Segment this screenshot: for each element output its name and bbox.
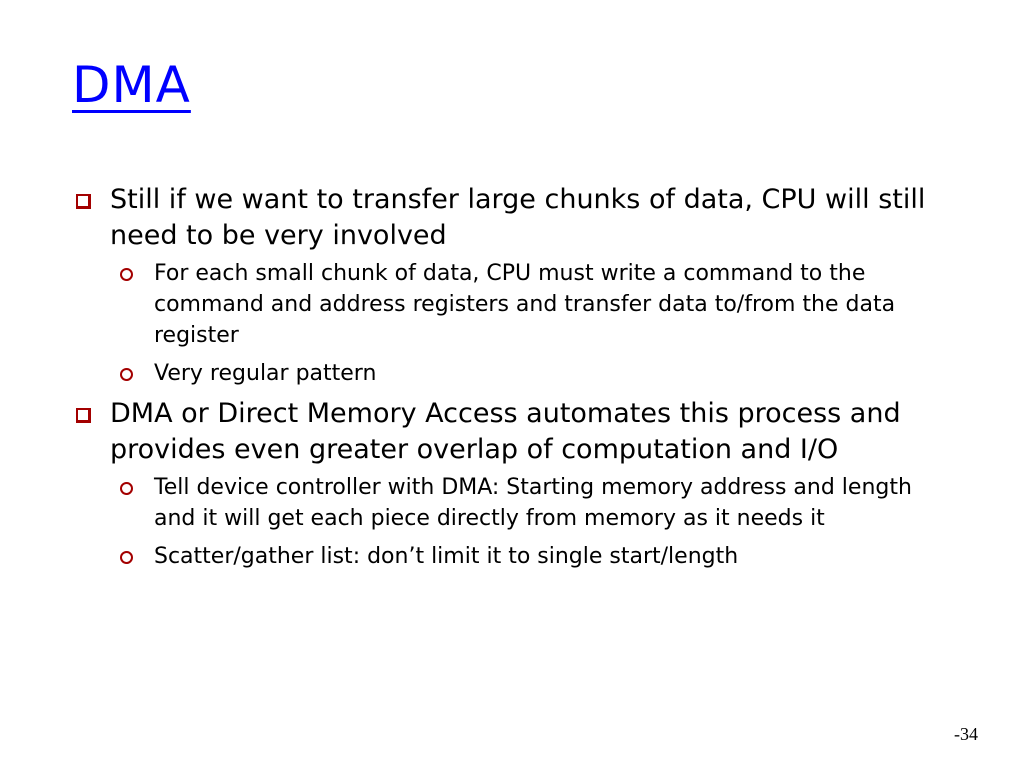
square-bullet-icon — [76, 194, 91, 209]
bullet-2 — [72, 396, 952, 468]
circle-bullet-icon — [120, 551, 133, 564]
bullet-2-sub-1 — [72, 472, 952, 534]
bullet-1-text: Still if we want to transfer large chunks of data, CPU will still need to be very involved — [110, 184, 926, 251]
slide-title: DMA — [72, 56, 191, 114]
circle-bullet-icon — [120, 268, 133, 281]
bullet-1-sub-1 — [72, 258, 952, 351]
bullet-1-sub-1-text: For each small chunk of data, CPU must write a command to the command and address registers and transfer data to/from the data register — [154, 261, 896, 348]
bullet-2-sub-1-text: Tell device controller with DMA: Starting memory address and length and it will get each piece directly from memory as it needs it — [154, 475, 912, 531]
bullet-1-sub-2-text: Very regular pattern — [154, 361, 377, 386]
bullet-1-sub-2 — [72, 358, 952, 389]
bullet-2-sub-2-text: Scatter/gather list: don’t limit it to single start/length — [154, 544, 739, 569]
page-number: -34 — [954, 724, 978, 744]
bullet-2-sub-2 — [72, 541, 952, 572]
circle-bullet-icon — [120, 482, 133, 495]
bullet-1 — [72, 182, 952, 254]
slide-body — [72, 182, 952, 579]
bullet-2-text: DMA or Direct Memory Access automates this process and provides even greater overlap of computation and I/O — [110, 398, 901, 465]
circle-bullet-icon — [120, 368, 133, 381]
square-bullet-icon — [76, 408, 91, 423]
